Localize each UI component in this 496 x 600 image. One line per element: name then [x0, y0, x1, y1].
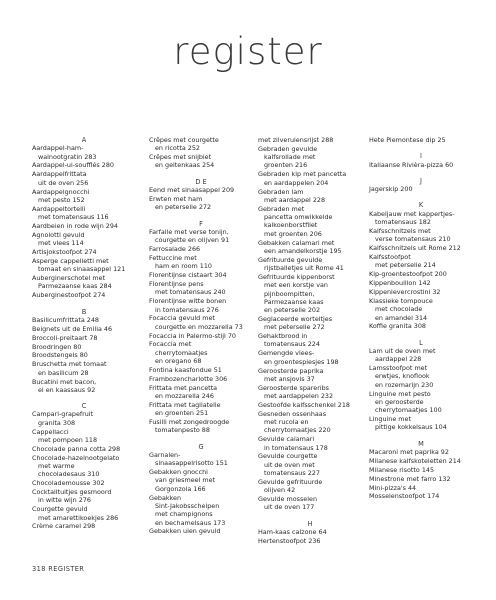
index-entry: [369, 279, 473, 287]
index-entry: [258, 239, 362, 256]
index-entry-line: Broccoli-preitaart 78: [32, 333, 98, 342]
index-entry-line: met peterselie 272: [264, 323, 325, 332]
index-entry: [149, 228, 253, 245]
index-entry-line: Crêpes met courgette: [149, 136, 219, 144]
letter-heading: A: [81, 136, 87, 144]
index-entry-line: Frambozencharlotte 306: [149, 374, 228, 383]
index-entry: [149, 153, 253, 170]
index-entry-line: Kippenbouillon 142: [369, 279, 431, 288]
index-entry: [258, 537, 362, 545]
index-entry-line: Klassieke tompouce: [369, 296, 433, 305]
letter-heading: H: [307, 519, 313, 528]
index-entry-line: Bruschetta met tomaat: [32, 360, 107, 369]
index-entry-line: rijstballetjes uit Rome 41: [264, 264, 344, 273]
index-entry-line: groenten 216: [264, 161, 308, 170]
index-entry-line: Geroosterde spareribs: [258, 383, 330, 392]
index-entry: [369, 492, 473, 500]
index-entry-line: Gebakken gnocchi: [149, 468, 208, 477]
index-entry: [258, 384, 362, 401]
index-entry: [32, 231, 136, 248]
index-entry: [32, 316, 136, 324]
index-entry-line: Sint-Jakobsschelpen: [155, 501, 220, 510]
index-entry-line: Garnalen-: [149, 451, 181, 459]
index-entry: [32, 360, 136, 377]
index-entry: [32, 222, 136, 230]
index-entry-line: Crème caramel 298: [32, 522, 96, 531]
index-entry-line: erwtjes, knoflook: [375, 372, 430, 381]
index-entry: [258, 410, 362, 435]
index-entry-line: en basilicum 28: [38, 368, 89, 377]
index-entry: [32, 325, 136, 333]
index-entry-line: met groenten 206: [264, 229, 322, 238]
letter-heading: J: [420, 176, 422, 185]
index-entry-line: en peterselie 202: [264, 306, 321, 315]
index-entry-line: uit de oven 256: [38, 178, 89, 187]
page-number: 318: [32, 565, 46, 573]
index-entry-line: sinaasappelrisotto 151: [155, 459, 228, 468]
index-entry: [369, 297, 473, 322]
index-entry: [149, 195, 253, 212]
index-entry: [258, 273, 362, 314]
index-entry-line: Aardappel-ui-soufflés 280: [32, 161, 114, 170]
index-entry-line: en geroosterde: [375, 397, 424, 406]
index-entry: [258, 170, 362, 187]
index-entry-line: Broodstengels 80: [32, 351, 88, 360]
index-entry: [369, 210, 473, 227]
footer-label: REGISTER: [48, 565, 85, 573]
index-entry-line: Gefrituurde kippenborst: [258, 272, 335, 281]
page-title: register: [173, 30, 323, 73]
letter-heading: F: [199, 219, 203, 228]
index-entry: [32, 378, 136, 395]
index-entry-line: Kabeljauw met kappertjes-: [369, 209, 455, 218]
index-entry-line: Koffie granita 308: [369, 322, 427, 331]
index-entry: [369, 185, 473, 193]
index-entry: [32, 334, 136, 342]
index-entry: [149, 245, 253, 253]
index-entry: [32, 479, 136, 487]
index-entry-line: Aardappelgnocchi: [32, 187, 90, 196]
index-entry: [32, 488, 136, 505]
index-entry-line: met zilveruiensrijst 288: [258, 136, 334, 144]
index-entry-line: Erwten met ham: [149, 194, 203, 203]
index-entry-line: Gevulde courgette: [258, 452, 318, 461]
index-entry-line: Aardappel-ham-: [32, 144, 84, 153]
index-entry: [32, 445, 136, 453]
index-entry-line: courgette en mozzarella 73: [155, 322, 243, 331]
index-entry-line: Gefrituurde gevulde: [258, 255, 323, 264]
index-entry-line: Gesneden ossenhaas: [258, 409, 327, 418]
index-entry: [369, 457, 473, 465]
index-entry: [149, 297, 253, 314]
index-entry: [369, 448, 473, 456]
index-entry-line: Cappellacci: [32, 427, 69, 436]
index-entry-line: Gevulde gefrituurde: [258, 477, 323, 486]
index-entry: [32, 505, 136, 522]
index-entry-line: Beignets uit de Emilia 46: [32, 324, 113, 333]
index-entry-line: Gebakken: [149, 493, 182, 502]
index-entry: [258, 367, 362, 384]
index-entry: [32, 257, 136, 274]
index-entry-line: Gebakken calamari met: [258, 238, 335, 247]
index-entry-line: en groenten 251: [155, 409, 209, 418]
index-entry: [258, 435, 362, 452]
index-entry-line: Agnolotti gevuld: [32, 230, 85, 239]
index-entry-line: Gebraden gevulde: [258, 144, 318, 153]
index-entry-line: Parmezaanse kaas: [264, 297, 324, 306]
index-entry-line: Gemengde vlees-: [258, 349, 315, 358]
index-entry-line: Auberginestoofpot 274: [32, 291, 106, 300]
index-entry: [258, 452, 362, 477]
index-entry: [149, 340, 253, 365]
index-entry-line: Chocolade-hazelnootgelato: [32, 453, 120, 462]
index-entry-line: Hete Piemontese dip 25: [369, 136, 446, 144]
letter-heading: B: [81, 307, 87, 316]
index-entry: [32, 454, 136, 479]
index-entry-line: Chocolademousse 302: [32, 479, 105, 488]
index-entry: [369, 364, 473, 389]
index-entry-line: Gevulde calamari: [258, 435, 315, 444]
index-entry-line: pancetta omwikkelde: [264, 213, 333, 222]
index-entry-line: en peterselie 272: [155, 203, 212, 212]
index-entry-line: Bucatini met bacon,: [32, 377, 97, 386]
index-entry-line: ei en kaassaus 92: [38, 385, 96, 394]
index-entry-line: en amandel 314: [375, 313, 428, 322]
index-entry-line: Milanese kalfskoteletten 214: [369, 456, 461, 465]
index-entry-line: Broodringen 80: [32, 342, 82, 351]
index-entry-line: Kalfsschnitzels met: [369, 226, 431, 235]
index-entry-line: Macaroni met paprika 92: [369, 448, 449, 457]
index-entry-line: Chocolade panna cotta 298: [32, 444, 121, 453]
index-entry: [149, 384, 253, 401]
index-entry-line: tomaat en sinaasappel 121: [38, 265, 126, 274]
index-entry-line: walnootgratin 283: [38, 152, 97, 161]
index-entry-line: met tomatensaus 116: [38, 213, 109, 222]
index-entry: [149, 280, 253, 297]
index-entry-line: Kalfsstoofpot: [369, 253, 411, 262]
index-entry-line: in witte wijn 276: [38, 496, 91, 505]
index-entry-line: tomatensaus 224: [264, 340, 320, 349]
index-entry-line: en bechamelsaus 173: [155, 518, 226, 527]
index-entry-line: pijnboompitten,: [264, 289, 315, 298]
index-entry: [149, 527, 253, 535]
page-footer: [32, 565, 84, 573]
letter-heading: M: [418, 439, 424, 448]
index-entry: [369, 253, 473, 270]
index-entry-line: Minestrone met farro 132: [369, 474, 451, 483]
index-entry-line: Crêpes met snijbiet: [149, 153, 212, 162]
index-entry-line: Geglaceerde worteltjes: [258, 314, 333, 323]
index-entry-line: en mozzarella 246: [155, 392, 214, 401]
index-entry: [149, 314, 253, 331]
index-entry-line: Lamsstoofpot met: [369, 364, 428, 373]
index-entry: [32, 351, 136, 359]
index-entry: [369, 415, 473, 432]
index-entry: [32, 205, 136, 222]
index-entry-line: Fontina kaasfondue 51: [149, 365, 222, 374]
index-entry: [369, 484, 473, 492]
index-entry-line: verse tomatensaus 210: [375, 235, 451, 244]
index-entry: [369, 288, 473, 296]
index-entry-line: Gestoofde kalfsschenkel 218: [258, 400, 350, 409]
index-entry: [149, 418, 253, 435]
index-entry: [258, 495, 362, 512]
letter-heading: G: [198, 442, 204, 451]
index-entry-line: kalkoenborstfilet: [264, 221, 318, 230]
index-entry-line: een amandelkorstje 195: [264, 246, 342, 255]
index-entry: [258, 256, 362, 273]
index-entry: [32, 428, 136, 445]
index-entry-line: uit de oven met: [264, 460, 315, 469]
index-column-2: [149, 136, 253, 536]
index-entry: [149, 271, 253, 279]
index-entry-line: ham en room 110: [155, 262, 212, 271]
index-entry-line: Linguine met pesto: [369, 389, 431, 398]
index-entry-line: met aardappelen 232: [264, 392, 334, 401]
index-entry-line: Aardbeien in rode wijn 294: [32, 221, 118, 230]
index-entry-line: chocoladesaus 310: [38, 470, 100, 479]
index-entry: [258, 349, 362, 366]
index-entry-line: met warme: [38, 461, 75, 470]
index-entry-line: Cocktailtuitjes gesmoord: [32, 488, 112, 497]
index-entry: [149, 186, 253, 194]
index-entry: [32, 170, 136, 187]
index-entry-line: Fettuccine met: [149, 253, 197, 262]
index-entry-line: en groentespiesjes 198: [264, 357, 339, 366]
index-entry-line: en ricotta 252: [155, 144, 200, 153]
index-entry: [149, 375, 253, 383]
index-entry-line: Focaccia gevuld met: [149, 314, 215, 323]
index-entry: [258, 188, 362, 205]
index-entry-line: met pompoen 118: [38, 435, 98, 444]
index-entry-line: Gebraden lam: [258, 187, 304, 196]
index-entry-line: pittige kokkelsaus 104: [375, 423, 447, 432]
index-entry-line: in tomatensaus 178: [264, 443, 328, 452]
index-entry-line: Linguine met: [369, 415, 411, 424]
index-entry-line: Eend met sinaasappel 209: [149, 186, 235, 195]
index-entry: [369, 322, 473, 330]
index-entry: [149, 468, 253, 493]
index-entry-line: Gorgonzola 166: [155, 484, 206, 493]
index-entry-line: met champignons: [155, 510, 213, 519]
index-entry: [258, 332, 362, 349]
index-entry-line: Auberginerschotel met: [32, 274, 106, 283]
index-entry-line: met amarettikoekjes 286: [38, 513, 119, 522]
index-entry-line: kalfsrollade met: [264, 153, 316, 162]
letter-heading: L: [419, 338, 423, 347]
index-entry-line: Milanese risotto 145: [369, 465, 435, 474]
index-entry: [369, 227, 473, 244]
index-entry: [258, 478, 362, 495]
index-entry-line: met aardappel 228: [264, 195, 326, 204]
index-entry: [369, 244, 473, 252]
index-entry-line: Courgette gevuld: [32, 505, 88, 514]
index-entry: [32, 291, 136, 299]
index-entry: [149, 401, 253, 418]
index-entry-line: Frittata met pancetta: [149, 383, 218, 392]
index-entry-line: met pesto 152: [38, 195, 85, 204]
index-entry: [258, 145, 362, 170]
index-entry-line: Farrosalade 266: [149, 245, 201, 254]
index-column-1: [32, 136, 136, 531]
index-entry-line: Aardappelfrittata: [32, 170, 87, 179]
letter-heading: D E: [195, 177, 207, 186]
index-entry-line: Gehaktbrood in: [258, 332, 308, 341]
index-entry-line: Mosselenstoofpot 174: [369, 492, 440, 501]
index-entry-line: aardappel 228: [375, 355, 422, 364]
index-entry-line: Artisjokstoofpot 274: [32, 248, 97, 257]
index-entry-line: met ansjovis 37: [264, 374, 315, 383]
index-entry: [32, 522, 136, 530]
index-entry-line: Farfalle met verse tonijn,: [149, 227, 229, 236]
index-entry-line: Florentijnse pens: [149, 280, 204, 289]
index-entry-line: Gebakken uien gevuld: [149, 527, 221, 536]
index-entry-line: van griesmeel met: [155, 476, 216, 485]
index-entry-line: Hertenstoofpot 236: [258, 536, 321, 545]
index-entry-line: met rucola en: [264, 418, 309, 427]
index-entry-line: en rozemarijn 230: [375, 380, 434, 389]
index-entry: [32, 410, 136, 427]
index-entry: [149, 494, 253, 527]
index-entry-line: Campari-grapefruit: [32, 410, 94, 419]
index-entry: [149, 451, 253, 468]
letter-heading: K: [418, 201, 424, 210]
index-entry-line: Mini-pizza's 44: [369, 483, 417, 492]
index-entry: [258, 401, 362, 409]
index-entry: [369, 390, 473, 415]
index-entry: [149, 332, 253, 340]
index-entry-line: olijven 42: [264, 486, 296, 495]
index-entry-line: Asperge cappelletti met: [32, 256, 109, 265]
index-entry-line: Kalfsschnitzels uit Rome 212: [369, 244, 461, 253]
index-entry-line: Italiaanse Rivièra-pizza 60: [369, 160, 454, 169]
index-column-4: [369, 136, 473, 501]
index-entry: [258, 205, 362, 238]
index-entry-line: en geitenkaas 254: [155, 161, 215, 170]
index-entry-line: courgette en olijven 91: [155, 236, 230, 245]
index-entry-line: met een korstje van: [264, 281, 328, 290]
index-entry-line: met chocolade: [375, 305, 423, 314]
index-entry-line: cherrytomaatjes 220: [264, 426, 331, 435]
index-entry-line: Florentijnse cistaart 304: [149, 271, 227, 280]
index-entry-line: Jagerskip 200: [369, 185, 413, 194]
index-entry: [32, 188, 136, 205]
index-entry-line: Focaccia in Palermo-stijl 70: [149, 331, 236, 340]
index-entry: [369, 475, 473, 483]
index-entry-line: in tomatensaus 276: [155, 305, 219, 314]
index-entry: [32, 161, 136, 169]
index-entry: [369, 161, 473, 169]
index-entry-line: met vlees 114: [38, 239, 84, 248]
index-entry: [258, 315, 362, 332]
index-entry: [369, 466, 473, 474]
index-entry-line: Ham-kaas calzone 64: [258, 528, 327, 537]
index-entry-line: met peterselie 214: [375, 261, 436, 270]
index-entry-line: Fusilli met zongedroogde: [149, 418, 230, 427]
letter-heading: C: [81, 402, 87, 411]
index-entry-line: Frittata met tagliatelle: [149, 400, 221, 409]
index-entry: [32, 343, 136, 351]
index-entry-line: Gebraden kip met pancetta: [258, 170, 347, 179]
index-entry-line: Kip-groentestoofpot 200: [369, 270, 447, 279]
index-entry-line: Basilicumfrittata 248: [32, 315, 99, 324]
index-entry-line: tomatensaus 227: [264, 469, 320, 478]
index-entry-line: Gebraden met: [258, 204, 305, 213]
index-entry: [32, 274, 136, 291]
index-entry: [369, 136, 473, 144]
index-entry: [258, 528, 362, 536]
index-entry-line: cherrytomaatjes: [155, 348, 208, 357]
index-entry-line: Parmezaanse kaas 284: [38, 282, 112, 291]
index-entry-line: tomatenpesto 88: [155, 426, 210, 435]
index-entry-line: met tomatensaus 240: [155, 288, 226, 297]
index-entry: [369, 270, 473, 278]
index-entry: [32, 248, 136, 256]
index-entry-line: en oregano 68: [155, 357, 202, 366]
index-entry-line: uit de oven 177: [264, 503, 315, 512]
index-entry: [149, 136, 253, 153]
index-entry-line: Florentijnse witte bonen: [149, 297, 227, 306]
index-entry-line: en aardappelen 204: [264, 178, 329, 187]
index-entry-line: Kippenlevercrostini 32: [369, 288, 441, 297]
index-entry-line: granita 308: [38, 418, 76, 427]
index-entry: [369, 347, 473, 364]
index-entry-line: cherrytomaatjes 100: [375, 406, 442, 415]
index-column-3: [258, 136, 362, 546]
index-entry-line: Gevulde mosselen: [258, 495, 317, 504]
index-entry-line: Focaccia met: [149, 340, 192, 349]
index-entry-line: Geroosterde paprika: [258, 366, 324, 375]
letter-heading: I: [420, 152, 422, 161]
index-entry-line: tomatensaus 182: [375, 218, 431, 227]
index-entry: [149, 366, 253, 374]
index-entry-line: Lam uit de oven met: [369, 346, 436, 355]
index-entry: [32, 144, 136, 161]
index-entry-line: Aardappeltortelli: [32, 204, 86, 213]
index-entry: [149, 254, 253, 271]
index-entry: [258, 136, 362, 144]
